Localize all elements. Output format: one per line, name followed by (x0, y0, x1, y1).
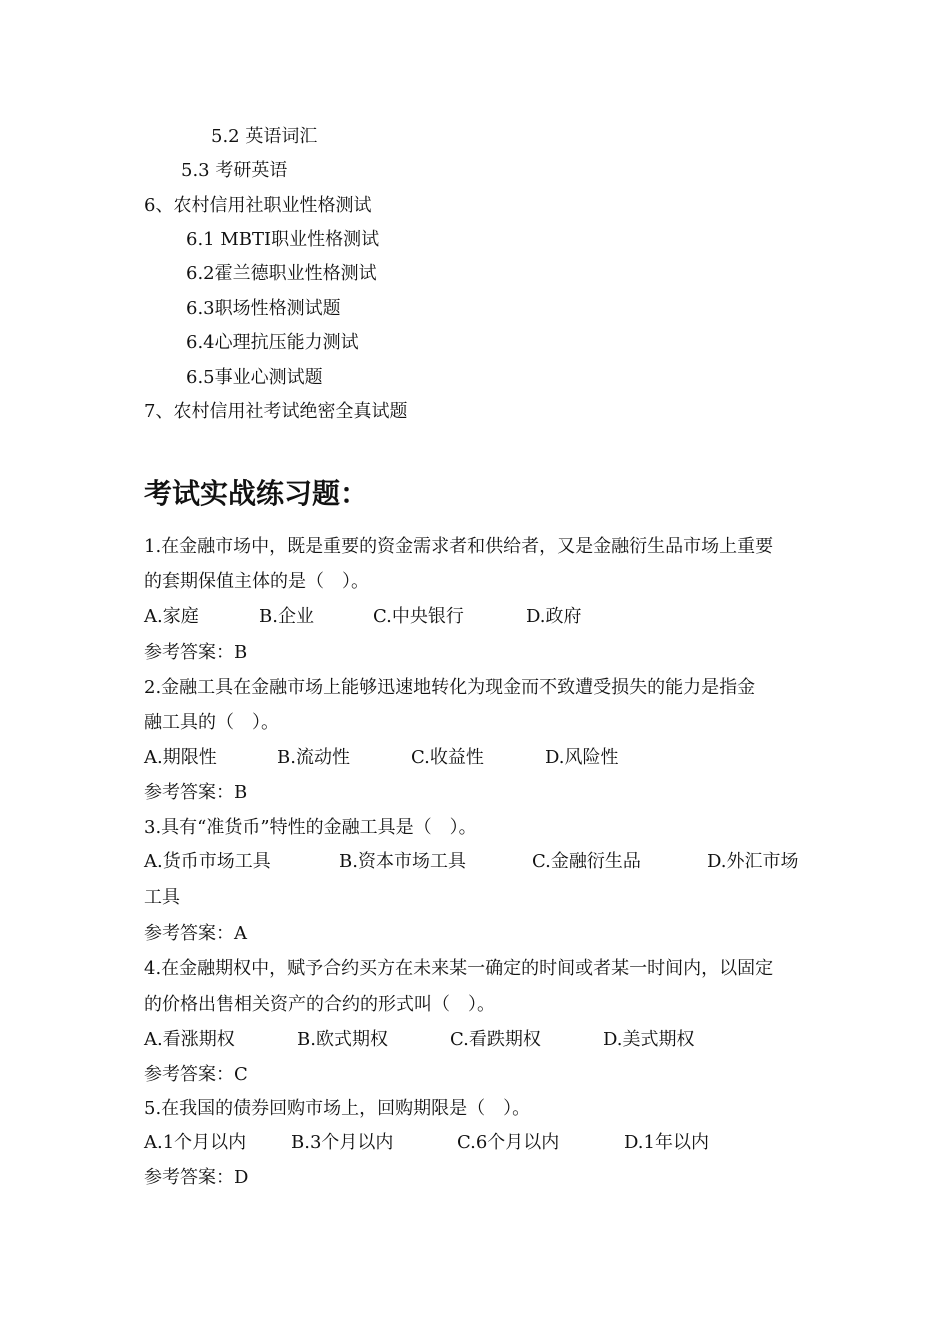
option-b: B.资本市场工具 (339, 851, 466, 872)
option-d: D.外汇市场 (707, 851, 799, 872)
question-stem: 4.在金融期权中，赋予合约买方在未来某一确定的时间或者某一时间内，以固定 (144, 958, 774, 979)
option-c: C.中央银行 (373, 606, 464, 627)
question-stem: 的套期保值主体的是（ ）。 (144, 571, 369, 592)
answer: 参考答案：B (144, 782, 248, 803)
option-b: B.欧式期权 (297, 1029, 388, 1050)
question-stem: 2.金融工具在金融市场上能够迅速地转化为现金而不致遭受损失的能力是指金 (144, 677, 756, 698)
option-a: A.看涨期权 (144, 1029, 235, 1050)
answer: 参考答案：A (144, 923, 247, 944)
question-stem: 1.在金融市场中，既是重要的资金需求者和供给者，又是金融衍生品市场上重要 (144, 536, 774, 557)
toc-item: 6.5事业心测试题 (186, 367, 323, 388)
option-a: A.家庭 (144, 606, 199, 627)
toc-item: 6.3职场性格测试题 (186, 298, 341, 319)
option-d: D.风险性 (545, 747, 619, 768)
toc-item: 6.4心理抗压能力测试 (186, 332, 359, 353)
toc-item: 6.1 MBTI职业性格测试 (186, 229, 380, 250)
option-b: B.流动性 (277, 747, 350, 768)
toc-item: 5.3 考研英语 (181, 160, 288, 181)
option-d: D.美式期权 (603, 1029, 695, 1050)
question-stem: 5.在我国的债券回购市场上，回购期限是（ ）。 (144, 1098, 531, 1119)
option-wrap: 工具 (144, 887, 180, 908)
section-heading: 考试实战练习题： (144, 477, 369, 510)
option-b: B.3个月以内 (291, 1132, 394, 1153)
option-a: A.期限性 (144, 747, 217, 768)
toc-item: 6.2霍兰德职业性格测试 (186, 263, 377, 284)
option-b: B.企业 (259, 606, 314, 627)
question-stem: 的价格出售相关资产的合约的形式叫（ ）。 (144, 994, 495, 1015)
option-c: C.收益性 (411, 747, 484, 768)
question-stem: 3.具有“准货币”特性的金融工具是（ ）。 (144, 817, 477, 838)
option-c: C.6个月以内 (457, 1132, 560, 1153)
toc-item: 6、农村信用社职业性格测试 (144, 195, 372, 216)
option-d: D.1年以内 (624, 1132, 709, 1153)
answer: 参考答案：D (144, 1167, 249, 1188)
option-d: D.政府 (526, 606, 582, 627)
option-a: A.1个月以内 (144, 1132, 247, 1153)
question-stem: 融工具的（ ）。 (144, 712, 279, 733)
answer: 参考答案：C (144, 1064, 248, 1085)
toc-item: 5.2 英语词汇 (211, 126, 318, 147)
option-c: C.看跌期权 (450, 1029, 541, 1050)
option-a: A.货币市场工具 (144, 851, 271, 872)
option-c: C.金融衍生品 (532, 851, 641, 872)
toc-item: 7、农村信用社考试绝密全真试题 (144, 401, 408, 422)
answer: 参考答案：B (144, 642, 248, 663)
